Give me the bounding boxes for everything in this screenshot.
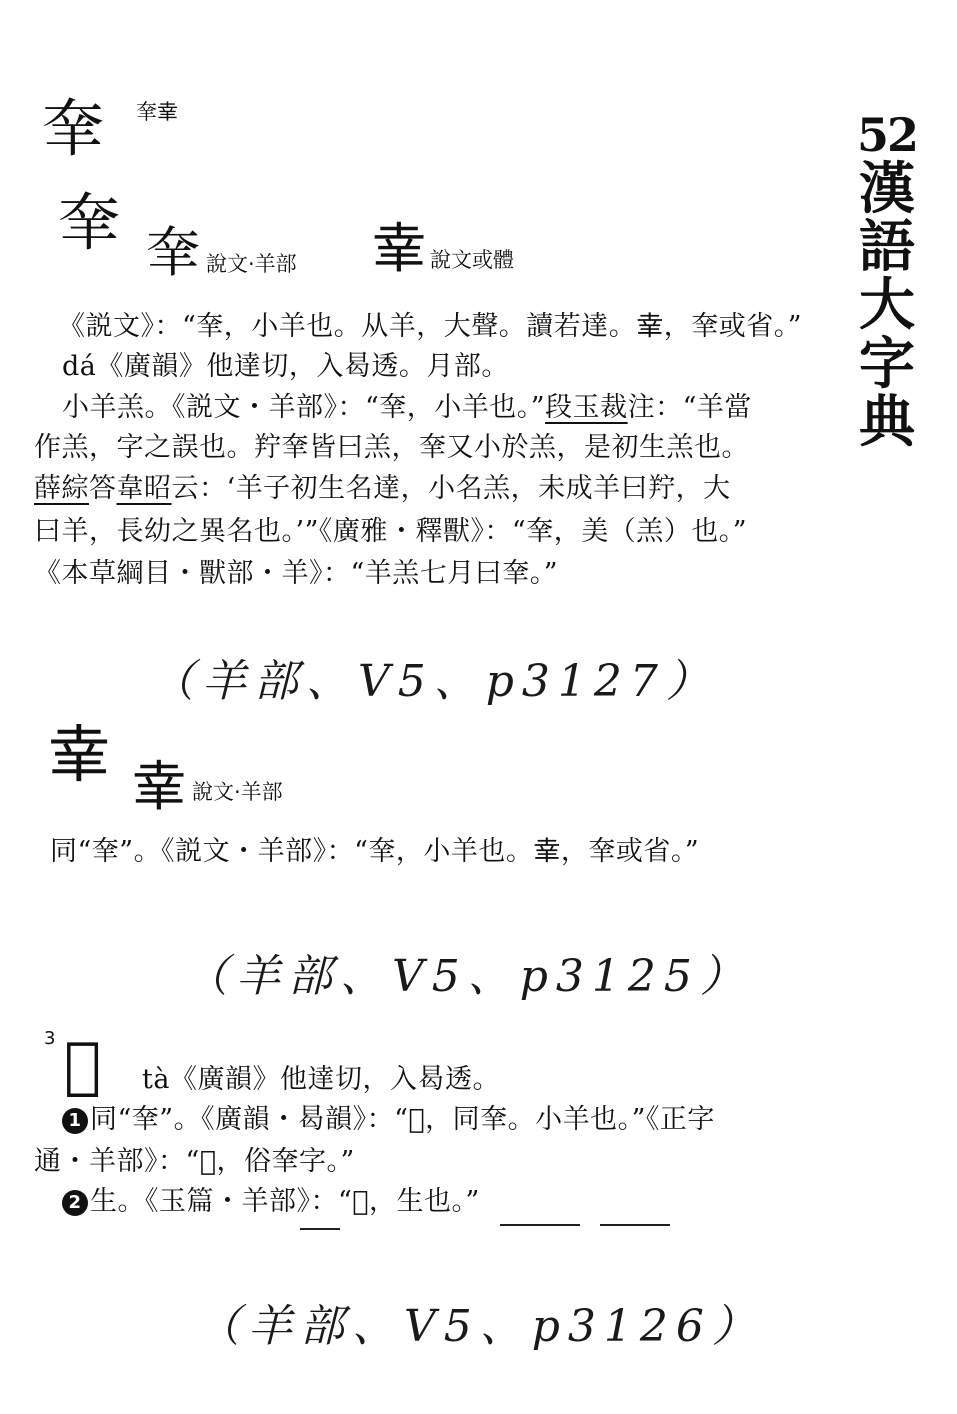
entry3-sense-cont: 通・羊部》：“𦍙，俗羍字。” xyxy=(34,1146,355,1177)
handwritten-note: （羊部、V5、p3127） xyxy=(150,656,718,707)
title-char: 語 xyxy=(859,214,915,281)
entry3-pronunciation: tà《廣韻》他達切，入曷透。 xyxy=(142,1064,500,1095)
entry1-line-text: 答 xyxy=(89,473,117,504)
scholar-name: 薛綜 xyxy=(34,473,89,504)
title-char: 典 xyxy=(859,388,915,455)
entry2-seal-label: 說文·羊部 xyxy=(192,780,283,804)
entry1-line: dá《廣韻》他達切，入曷透。月部。 xyxy=(62,351,509,382)
page-number: 52 xyxy=(856,108,917,162)
scan-artifact-line xyxy=(600,1224,670,1226)
entry3-sense-text: 同“羍”。《廣韻・曷韻》：“𦍙，同羍。小羊也。”《正字 xyxy=(90,1104,715,1135)
entry1-variant-seal-label: 說文或體 xyxy=(430,248,514,272)
entry1-line-text: 小羊羔。《説文・羊部》：“羍，小羊也。” xyxy=(62,392,546,423)
entry3-sense xyxy=(62,1188,480,1216)
entry1-line-text: 注：“羊當 xyxy=(627,392,752,423)
entry1-variant-seal-script: 𦍒 xyxy=(372,217,426,280)
entry1-line: 《本草綱目・獸部・羊》：“羊羔七月曰羍。” xyxy=(34,558,559,589)
handwritten-note: （羊部、V5、p3126） xyxy=(196,1301,764,1352)
entry3-sense-text: 生。《玉篇・羊部》：“𦍙，生也。” xyxy=(90,1186,480,1217)
title-char: 字 xyxy=(859,330,915,397)
entry1-line: 《説文》：“羍，小羊也。从羊，大聲。讀若達。𦍒，羍或省。” xyxy=(58,311,803,342)
scan-artifact-line xyxy=(300,1228,340,1230)
entry3-sense xyxy=(62,1106,715,1134)
entry1-seal-label: 說文·羊部 xyxy=(206,252,297,276)
handwritten-note: （羊部、V5、p3125） xyxy=(184,951,752,1002)
scholar-name: 韋昭 xyxy=(116,473,172,504)
dictionary-title xyxy=(852,108,922,455)
title-char: 漢 xyxy=(859,155,915,222)
entry1-line xyxy=(34,475,731,502)
entry3-headword: 𦍙 xyxy=(64,1028,102,1101)
sense-number-badge: 1 xyxy=(62,1108,88,1134)
entry1-variants: 羍𦍒 xyxy=(136,100,178,124)
scholar-name: 段玉裁 xyxy=(545,392,628,423)
entry1-line xyxy=(62,394,752,421)
entry2-seal-script: 𦍒 xyxy=(132,755,186,818)
entry2-headword: 𦍒 xyxy=(48,718,111,791)
sense-number-badge: 2 xyxy=(62,1190,88,1216)
entry1-line: 作羔，字之誤也。羜羍皆曰羔，羍又小於羔，是初生羔也。 xyxy=(34,432,749,463)
entry1-headword: 羍 xyxy=(42,92,105,165)
entry1-form: 羍 xyxy=(58,186,121,259)
entry1-line-text: 云：‘羊子初生名達，小名羔，未成羊曰羜，大 xyxy=(171,473,731,504)
entry1-seal-script: 羍 xyxy=(146,221,200,284)
scan-artifact-line xyxy=(500,1224,580,1226)
entry1-line: 曰羊，長幼之異名也。’”《廣雅・釋獸》：“羍，美（羔）也。” xyxy=(34,516,747,547)
title-char: 大 xyxy=(859,272,915,339)
entry2-line: 同“羍”。《説文・羊部》：“羍，小羊也。𦍒，羍或省。” xyxy=(50,836,700,867)
entry3-superscript: 3 xyxy=(44,1028,56,1049)
